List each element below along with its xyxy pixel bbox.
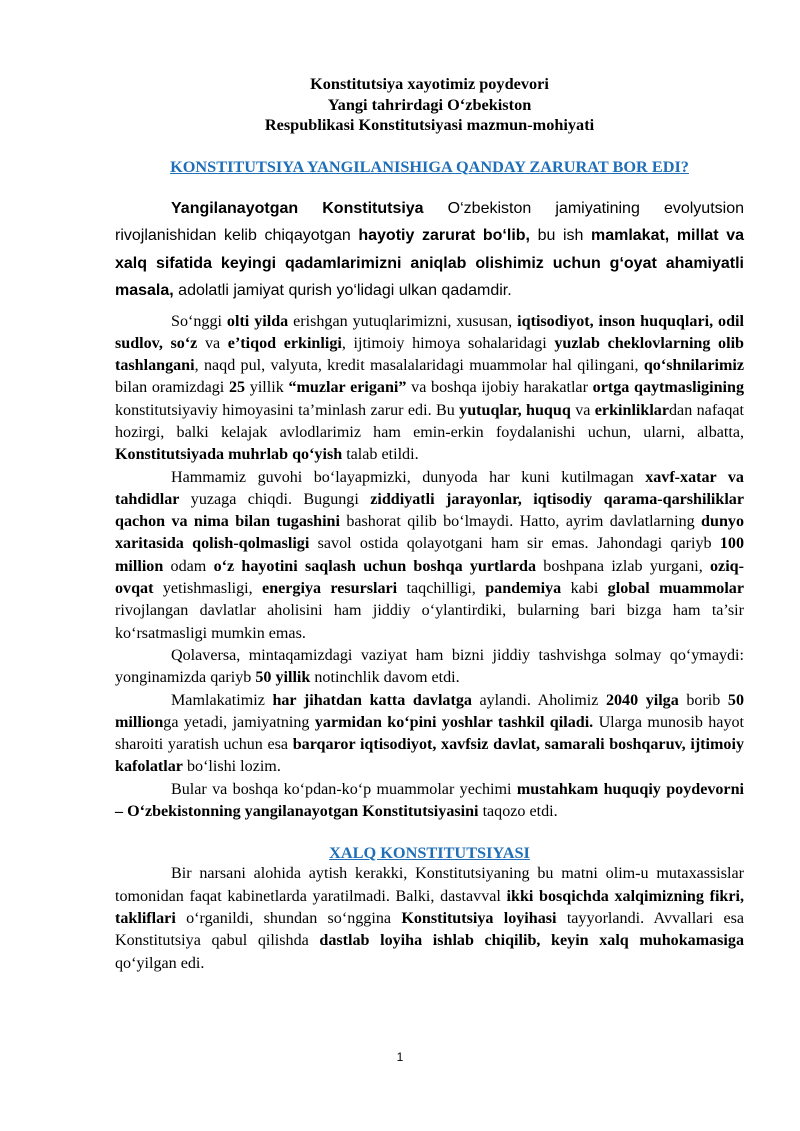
text-run: va boshqa ijobiy harakatlar (406, 379, 593, 397)
bold-text: erkinliklar (594, 401, 669, 419)
section-1-body (115, 311, 744, 824)
bold-text: Konstitutsiyada muhrlab qo‘yish (115, 446, 343, 464)
bold-text: yutuqlar, huquq (459, 401, 571, 419)
bold-text: “muzlar erigani” (288, 379, 407, 397)
paragraph (115, 467, 744, 645)
section-2-body (115, 863, 744, 974)
text-run: qo‘yilgan edi. (115, 954, 205, 972)
intro-paragraph (115, 195, 744, 305)
text-run: , naqd pul, valyuta, kredit masalalaridagi muammolar hal qilingani, (194, 357, 644, 375)
title-line-2: Yangi tahrirdagi O‘zbekiston (327, 94, 532, 114)
bold-text: global muammolar (607, 580, 745, 598)
text-run: yetishmasligi, (153, 580, 263, 598)
bold-text: qo‘shnilarimiz (643, 357, 744, 375)
bold-text: 25 (228, 379, 246, 397)
bold-text: energiya resurslari (262, 580, 398, 598)
bold-text: Yangilanayotgan Konstitutsiya (171, 199, 424, 217)
bold-text: har jihatdan katta davlatga (272, 691, 472, 709)
bold-text: iqtisodiyot, inson huquqlari, odil sudlov, so‘z (115, 312, 744, 352)
bold-text: o‘z hayotini saqlash uchun boshqa yurtlarda (213, 557, 537, 575)
text-run: boshpana izlab yurgani, (536, 557, 710, 575)
text-run: Mamlakatimiz (171, 691, 273, 709)
text-run: konstitutsiyaviy himoyasini ta’minlash zarur edi. Bu (115, 401, 460, 419)
bold-text: ikki bosqichda xalqimizning fikri, takliflari (115, 887, 744, 927)
bold-text: pandemiya (485, 580, 562, 598)
text-run: tayyorlandi. Avvallari esa Konstitutsiya qabul qilishda (115, 909, 744, 950)
bold-text: 2040 yilga (605, 691, 679, 709)
text-run: odam (163, 557, 214, 575)
text-run: notinchlik davom etdi. (310, 669, 460, 687)
text-run: kabi (561, 580, 608, 598)
text-run: bashorat qilib bo‘lmaydi. Hatto, ayrim davlatlarning (339, 513, 702, 531)
text-run: adolatli jamiyat qurish yo‘lidagi ulkan qadamdir. (173, 282, 512, 299)
paragraph (115, 779, 744, 824)
text-run: bo‘lishi lozim. (182, 758, 281, 776)
text-run: Bular va boshqa ko‘pdan-ko‘p muammolar yechimi (171, 780, 517, 798)
text-run: yuzaga chiqdi. Bugungi (179, 490, 371, 508)
section-2-heading: XALQ KONSTITUTSIYASI (329, 843, 530, 863)
text-run: rivojlangan davlatlar aholisini ham jiddiy o‘ylantirdiki, bularning bari bizga ham ta’sir ko‘rsatmasligi mumkin emas. (115, 602, 744, 642)
bold-text: barqaror iqtisodiyot, xavfsiz davlat, samarali boshqaruv, ijtimoiy kafolatlar (115, 736, 744, 776)
bold-text: 50 yillik (255, 669, 311, 687)
paragraph (115, 690, 744, 779)
bold-text: dunyo xaritasida qolish-qolmasligi (115, 513, 744, 553)
text-run: erishgan yutuqlarimizni, xususan, (288, 312, 518, 330)
bold-text: oziq-ovqat (115, 557, 744, 598)
text-run: , ijtimoiy himoya sohalaridagi (341, 334, 555, 352)
text-run: va (570, 401, 595, 419)
bold-text: yuzlab cheklovlarning olib tashlangani (115, 334, 744, 375)
text-run: O‘zbekiston jamiyatining evolyutsion rivojlanishidan kelib chiqayotgan (115, 199, 744, 244)
title-line-3: Respublikasi Konstitutsiyasi mazmun-mohiyati (264, 115, 595, 134)
title-line-1: Konstitutsiya xayotimiz poydevori (310, 74, 549, 93)
text-run: borib (678, 691, 728, 709)
bold-text: Konstitutsiya loyihasi (401, 909, 557, 927)
bold-text: dastlab loyiha ishlab chiqilib, keyin xalq muhokamasiga (319, 932, 744, 950)
text-run: Qolaversa, mintaqamizdagi vaziyat ham bizni jiddiy tashvishga solmay qo‘ymaydi: yonginamizda qariyb (115, 646, 744, 687)
bold-text: e’tiqod erkinligi (227, 334, 342, 352)
bold-text: yarmidan ko‘pini yoshlar tashkil qiladi. (314, 713, 594, 731)
text-run: Ularga munosib hayot sharoiti yaratish uchun esa (115, 713, 745, 754)
text-run: bilan oramizdagi (115, 379, 229, 397)
text-run: taqchilligi, (397, 580, 486, 598)
text-run: savol ostida qolayotgani ham sir emas. Jahondagi qariyb (309, 535, 720, 553)
text-run: Bir narsani alohida aytish kerakki, Konstitutsiyaning bu matni olim-u mutaxassislar tomonidan faqat kabinetlarda yaratilmadi. Balki, dastavval (115, 865, 744, 905)
bold-text: mamlakat, millat va xalq sifatida keyingi qadamlarimizni aniqlab olishimiz uchun g‘oyat ahamiyatli masala, (115, 227, 745, 299)
text-run: ga yetadi, jamiyatning (163, 713, 315, 731)
text-run: o‘rganildi, shundan so‘nggina (175, 909, 402, 927)
bold-text: xavf-xatar va tahdidlar (115, 468, 744, 508)
bold-text: 50 million (115, 691, 744, 731)
bold-text: ziddiyatli jarayonlar, iqtisodiy qarama-qarshiliklar qachon va nima bilan tugashini (115, 490, 744, 531)
paragraph (115, 645, 744, 690)
page-number: 1 (396, 1050, 404, 1064)
document-title (115, 74, 744, 136)
text-run: va (197, 334, 228, 352)
paragraph (115, 311, 744, 467)
text-run: aylandi. Aholimiz (471, 691, 606, 709)
text-run: yillik (245, 379, 289, 397)
bold-text: mustahkam huquqiy poydevorni – O‘zbekistonning yangilanayotgan Konstitutsiyasini (115, 780, 744, 821)
bold-text: hayotiy zarurat bo‘lib, (358, 227, 530, 244)
bold-text: ortga qaytmasligining (592, 379, 744, 397)
text-run: Hammamiz guvohi bo‘layapmizki, dunyoda har kuni kutilmagan (171, 468, 646, 486)
bold-text: 100 million (115, 535, 744, 575)
text-run: dan nafaqat hozirgi, balki kelajak avlodlarimiz ham emin-erkin foydalanishi uchun, ularni, albatta, (115, 401, 744, 441)
section-1-heading: KONSTITUTSIYA YANGILANISHIGA QANDAY ZARURAT BOR EDI? (170, 156, 689, 176)
text-run: talab etildi. (342, 446, 419, 464)
bold-text: olti yilda (226, 312, 289, 330)
text-run: So‘nggi (171, 312, 227, 330)
paragraph (115, 863, 744, 974)
text-run: bu ish (529, 227, 591, 244)
text-run: taqozo etdi. (478, 803, 558, 821)
